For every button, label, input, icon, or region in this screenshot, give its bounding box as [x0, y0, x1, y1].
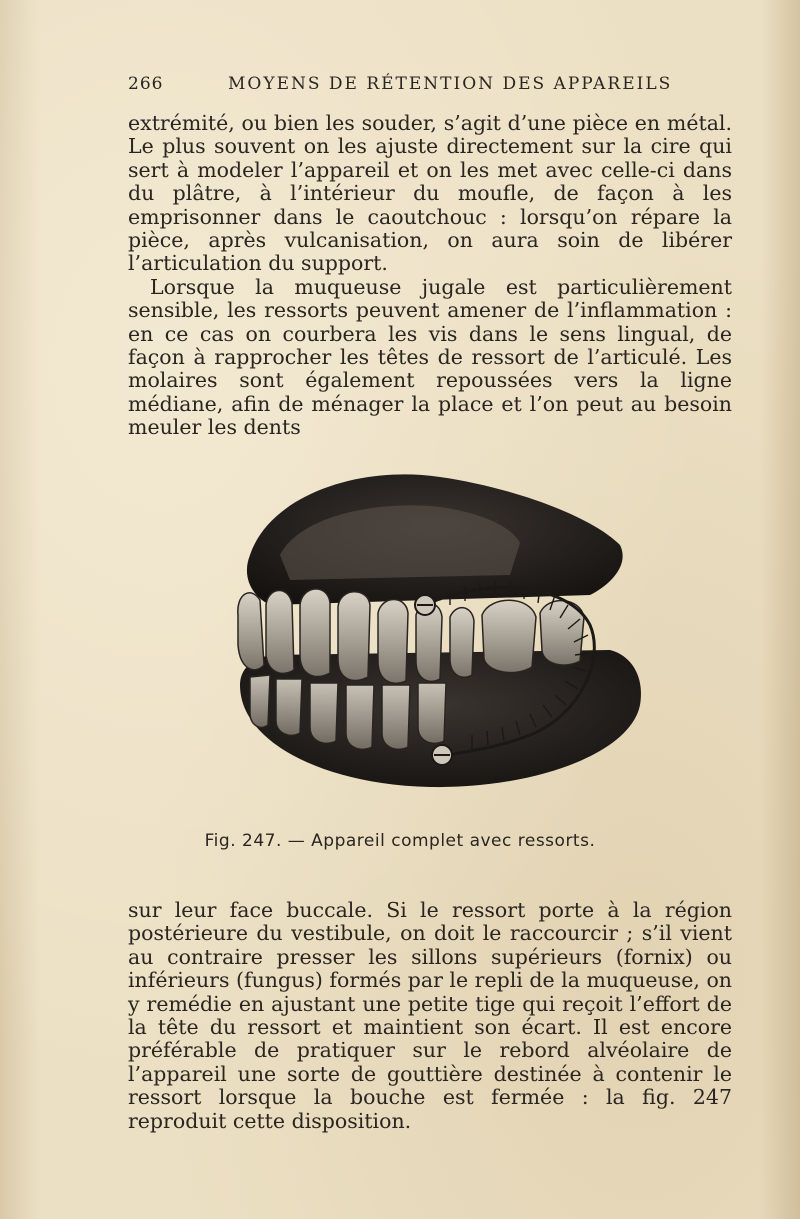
text-block-bottom — [128, 899, 732, 1133]
text-block-top — [128, 112, 732, 440]
paragraph: sur leur face buccale. Si le ressort porte à la région postérieure du vestibule, on doit le raccourcir ; s’il vient au contraire presser les sillons supérieurs (fornix) ou inférieurs (fungus) formés par le repli de la muqueuse, on y remédie en ajustant une petite tige qui reçoit l’effort de la tête du ressort et maintient son écart. Il est encore préférable de pratiquer sur le rebord alvéolaire de l’appareil une sorte de gouttière destinée à contenir le ressort lorsque la bouche est fermée : la fig. 247 reproduit cette disposition. — [128, 898, 732, 1133]
dentures-engraving — [210, 455, 650, 795]
figure-dentures-illustration — [210, 455, 650, 795]
running-title: MOYENS DE RÉTENTION DES APPAREILS — [228, 74, 673, 94]
figure-caption: Fig. 247. — Appareil complet avec ressorts. — [204, 831, 596, 851]
page-number: 266 — [128, 74, 164, 94]
paragraph: extrémité, ou bien les souder, s’agit d’une pièce en métal. Le plus souvent on les ajuste directement sur la cire qui sert à modeler l’appareil et on les met avec celle-ci dans du plâtre, à l’intérieur du moufle, de façon à les emprisonner dans le caoutchouc : lorsqu’on répare la pièce, après vulcanisation, on aura soin de libérer l’articulation du support. — [128, 111, 732, 276]
paragraph: Lorsque la muqueuse jugale est particulièrement sensible, les ressorts peuvent amener de l’inflammation : en ce cas on courbera les vis dans le sens lingual, de façon à rapprocher les têtes de ressort de l’articulé. Les molaires sont également repoussées vers la ligne médiane, afin de ménager la place et l’on peut au besoin meuler les dents — [128, 274, 732, 440]
page-header — [128, 70, 728, 100]
